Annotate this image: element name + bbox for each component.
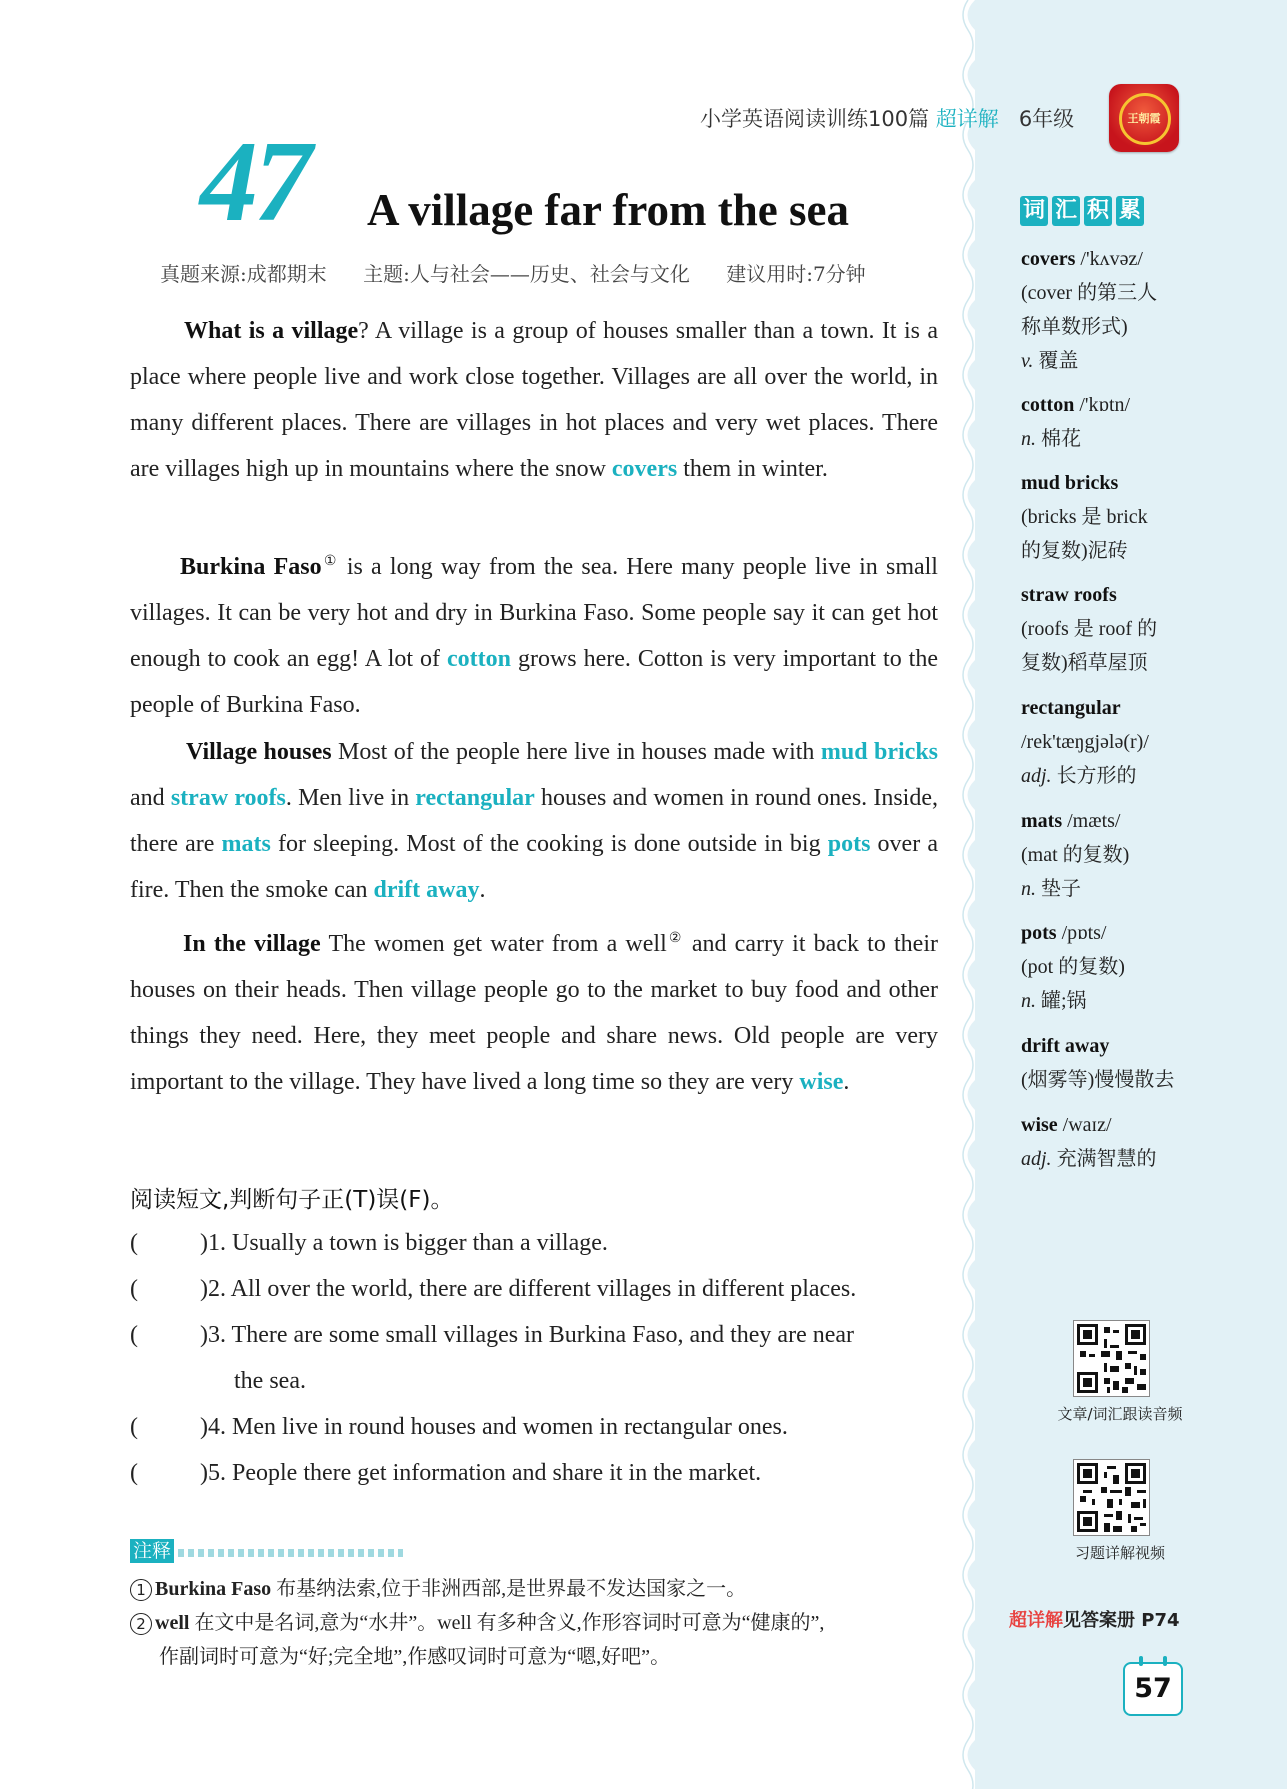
p1-text-2: them in winter.	[677, 456, 828, 482]
vocab-ipa: /rek'tæŋgjələ(r)/	[1021, 731, 1149, 753]
vocab-note: (烟雾等)慢慢散去	[1021, 1069, 1175, 1091]
vocab-meaning: 垫子	[1036, 878, 1081, 900]
keyword-cotton: cotton	[447, 646, 511, 672]
publisher-logo	[1109, 84, 1179, 152]
vocab-meaning: 棉花	[1036, 428, 1081, 450]
vocab-word: mud bricks	[1021, 472, 1119, 494]
lesson-number: 47	[200, 118, 308, 246]
keyword-straw-roofs: straw roofs	[170, 785, 286, 811]
vocab-meaning: 长方形的	[1051, 765, 1137, 787]
vocab-note: 的复数)泥砖	[1021, 540, 1128, 562]
vocab-title-char: 汇	[1052, 196, 1080, 226]
p4-text-3: .	[843, 1069, 850, 1095]
answer-ref-text: 见答案册 P74	[1063, 1610, 1180, 1631]
question-1-text: )1. Usually a town is bigger than a village.	[200, 1230, 608, 1256]
question-3	[130, 1312, 938, 1358]
p2-text-2: grows here. Cotton is very important to the people of Burkina Faso.	[130, 646, 938, 718]
vocab-item-rectangular	[1021, 691, 1191, 793]
vocab-pos: adj.	[1021, 1148, 1052, 1170]
vocab-item-mats	[1021, 804, 1191, 906]
note-1-number: 1	[130, 1579, 152, 1601]
vocab-item-mud-bricks	[1021, 466, 1191, 568]
keyword-mats: mats	[221, 831, 271, 857]
question-2	[130, 1266, 938, 1312]
question-4-text: )4. Men live in round houses and women in rectangular ones.	[200, 1414, 788, 1440]
wave-border	[956, 0, 984, 1789]
note-2-text: 在文中是名词,意为“水井”。well 有多种含义,作形容词时可意为“健康的”,	[189, 1612, 825, 1634]
book-header	[700, 103, 1074, 133]
keyword-mud-bricks: mud bricks	[820, 739, 939, 765]
p3-text-4: houses and women in round ones. Inside, there are	[130, 785, 938, 857]
vocab-title-char: 积	[1084, 196, 1112, 226]
note-1	[130, 1572, 746, 1606]
note-2-number: 2	[130, 1613, 152, 1635]
vocab-note: 复数)稻草屋顶	[1021, 652, 1148, 674]
footnote-marker-1: ①	[321, 554, 339, 569]
paragraph-1	[130, 308, 938, 492]
note-2	[130, 1606, 824, 1640]
vocab-word: straw roofs	[1021, 584, 1117, 606]
book-title: 小学英语阅读训练100篇	[700, 107, 930, 131]
p3-text-5: for sleeping. Most of the cooking is done outside in big	[270, 831, 828, 857]
vocab-ipa: /waɪz/	[1057, 1114, 1112, 1136]
answer-blank-3[interactable]: (	[130, 1322, 138, 1348]
qr-code-video[interactable]	[1073, 1459, 1150, 1536]
vocab-word: cotton	[1021, 394, 1075, 416]
p4-text-2: and carry it back to their houses on their heads. Then village people go to the market to buy food and other things they need. Here, they meet people and share news. Old people are very important to the village. They have lived a long time so they are very	[130, 931, 938, 1095]
book-edition: 超详解	[935, 107, 999, 131]
vocab-pos: adj.	[1021, 765, 1052, 787]
question-4	[130, 1404, 938, 1450]
vocab-word: mats	[1021, 810, 1063, 832]
vocab-item-cotton	[1021, 388, 1191, 456]
keyword-wise: wise	[799, 1069, 844, 1095]
vocab-note: (cover 的第三人	[1021, 282, 1158, 304]
vocab-item-straw-roofs	[1021, 578, 1191, 680]
meta-source: 真题来源:成都期末	[160, 262, 327, 286]
qr-label-video: 习题详解视频	[1074, 1544, 1165, 1562]
p1-lead: What is a village	[184, 318, 359, 344]
answer-blank-5[interactable]: (	[130, 1460, 138, 1486]
vocab-word: rectangular	[1021, 697, 1121, 719]
p2-lead: Burkina Faso	[180, 554, 322, 580]
vocab-note: (roofs 是 roof 的	[1021, 618, 1158, 640]
lesson-meta	[160, 258, 896, 287]
vocab-note: (bricks 是 brick	[1021, 506, 1148, 528]
answer-reference	[1009, 1606, 1180, 1632]
vocab-title-char: 词	[1020, 196, 1048, 226]
question-5-text: )5. People there get information and share it in the market.	[200, 1460, 762, 1486]
book-grade: 6年级	[1018, 107, 1075, 131]
vocab-meaning: 罐;锅	[1036, 990, 1087, 1012]
qr-label-audio: 文章/词汇跟读音频	[1057, 1405, 1183, 1423]
vocab-title-char: 累	[1116, 196, 1144, 226]
logo-text: 王朝霞	[1127, 112, 1161, 125]
p3-text-6: over a fire. Then the smoke can	[130, 831, 938, 903]
answer-ref-highlight: 超详解	[1009, 1610, 1063, 1631]
keyword-rectangular: rectangular	[415, 785, 535, 811]
lesson-title: A village far from the sea	[367, 185, 849, 235]
p1-text-1: ? A village is a group of houses smaller than a town. It is a place where people live and work close together. Villages are all over the world, in many different places. There are villages in hot places and very wet places. There are villages high up in mountains where the snow	[130, 318, 938, 482]
questions-heading: 阅读短文,判断句子正(T)误(F)。	[130, 1187, 454, 1213]
paragraph-3	[130, 729, 938, 913]
notes-label: 注释	[130, 1539, 174, 1563]
vocab-word: drift away	[1021, 1035, 1110, 1057]
p2-text-1: is a long way from the sea. Here many people live in small villages. It can be very hot and dry in Burkina Faso. Some people say it can get hot enough to cook an egg! A lot of	[130, 554, 938, 672]
p3-lead: Village houses	[186, 739, 332, 765]
vocab-ipa: /'kʌvəz/	[1075, 248, 1143, 270]
p4-lead: In the village	[183, 931, 321, 957]
vocab-meaning: 充满智慧的	[1051, 1148, 1157, 1170]
footnote-marker-2: ②	[666, 931, 684, 946]
keyword-drift-away: drift away	[373, 877, 480, 903]
keyword-covers: covers	[611, 456, 678, 482]
page-number: 57	[1123, 1662, 1183, 1716]
vocab-item-wise	[1021, 1108, 1191, 1176]
note-1-text: 布基纳法索,位于非洲西部,是世界最不发达国家之一。	[271, 1578, 747, 1600]
note-2-term: well	[155, 1612, 190, 1634]
question-5	[130, 1450, 938, 1496]
meta-theme: 主题:人与社会——历史、社会与文化	[363, 262, 690, 286]
notes-header	[130, 1536, 403, 1563]
vocab-note: 称单数形式)	[1021, 316, 1128, 338]
answer-blank-4[interactable]: (	[130, 1414, 138, 1440]
p3-text-2: and	[130, 785, 171, 811]
vocab-ipa: /'kɒtn/	[1074, 394, 1131, 416]
answer-blank-1[interactable]: (	[130, 1230, 138, 1256]
vocab-item-covers	[1021, 242, 1191, 378]
p3-text-1: Most of the people here live in houses made with	[331, 739, 821, 765]
keyword-pots: pots	[827, 831, 871, 857]
vocab-title	[1020, 196, 1144, 226]
vocab-pos: n.	[1021, 878, 1036, 900]
vocab-pos: n.	[1021, 428, 1036, 450]
p3-text-7: .	[479, 877, 486, 903]
vocab-note: (pot 的复数)	[1021, 956, 1125, 978]
question-1	[130, 1220, 938, 1266]
answer-blank-2[interactable]: (	[130, 1276, 138, 1302]
vocab-word: covers	[1021, 248, 1076, 270]
vocab-word: pots	[1021, 922, 1057, 944]
meta-time: 建议用时:7分钟	[726, 262, 866, 286]
question-2-text: )2. All over the world, there are different villages in different places.	[200, 1276, 857, 1302]
vocab-item-drift-away	[1021, 1029, 1191, 1097]
vocab-note: (mat 的复数)	[1021, 844, 1130, 866]
p3-text-3: . Men live in	[285, 785, 416, 811]
vocab-ipa: /mæts/	[1062, 810, 1121, 832]
paragraph-4	[130, 921, 938, 1105]
vocab-item-pots	[1021, 916, 1191, 1018]
note-2-continued: 作副词时可意为“好;完全地”,作感叹词时可意为“嗯,好吧”。	[159, 1646, 671, 1668]
vocab-word: wise	[1021, 1114, 1058, 1136]
vocab-pos: v.	[1021, 350, 1034, 372]
vocab-ipa: /pɒts/	[1056, 922, 1107, 944]
question-3-continued: the sea.	[234, 1368, 306, 1394]
question-3-text: )3. There are some small villages in Burkina Faso, and they are near	[200, 1322, 855, 1348]
notes-dotted-rule	[178, 1549, 403, 1557]
vocab-meaning: 覆盖	[1033, 350, 1079, 372]
p4-text-1: The women get water from a well	[320, 931, 667, 957]
vocab-pos: n.	[1021, 990, 1036, 1012]
note-1-term: Burkina Faso	[155, 1578, 272, 1600]
paragraph-2	[130, 544, 938, 728]
qr-code-audio[interactable]	[1073, 1320, 1150, 1397]
